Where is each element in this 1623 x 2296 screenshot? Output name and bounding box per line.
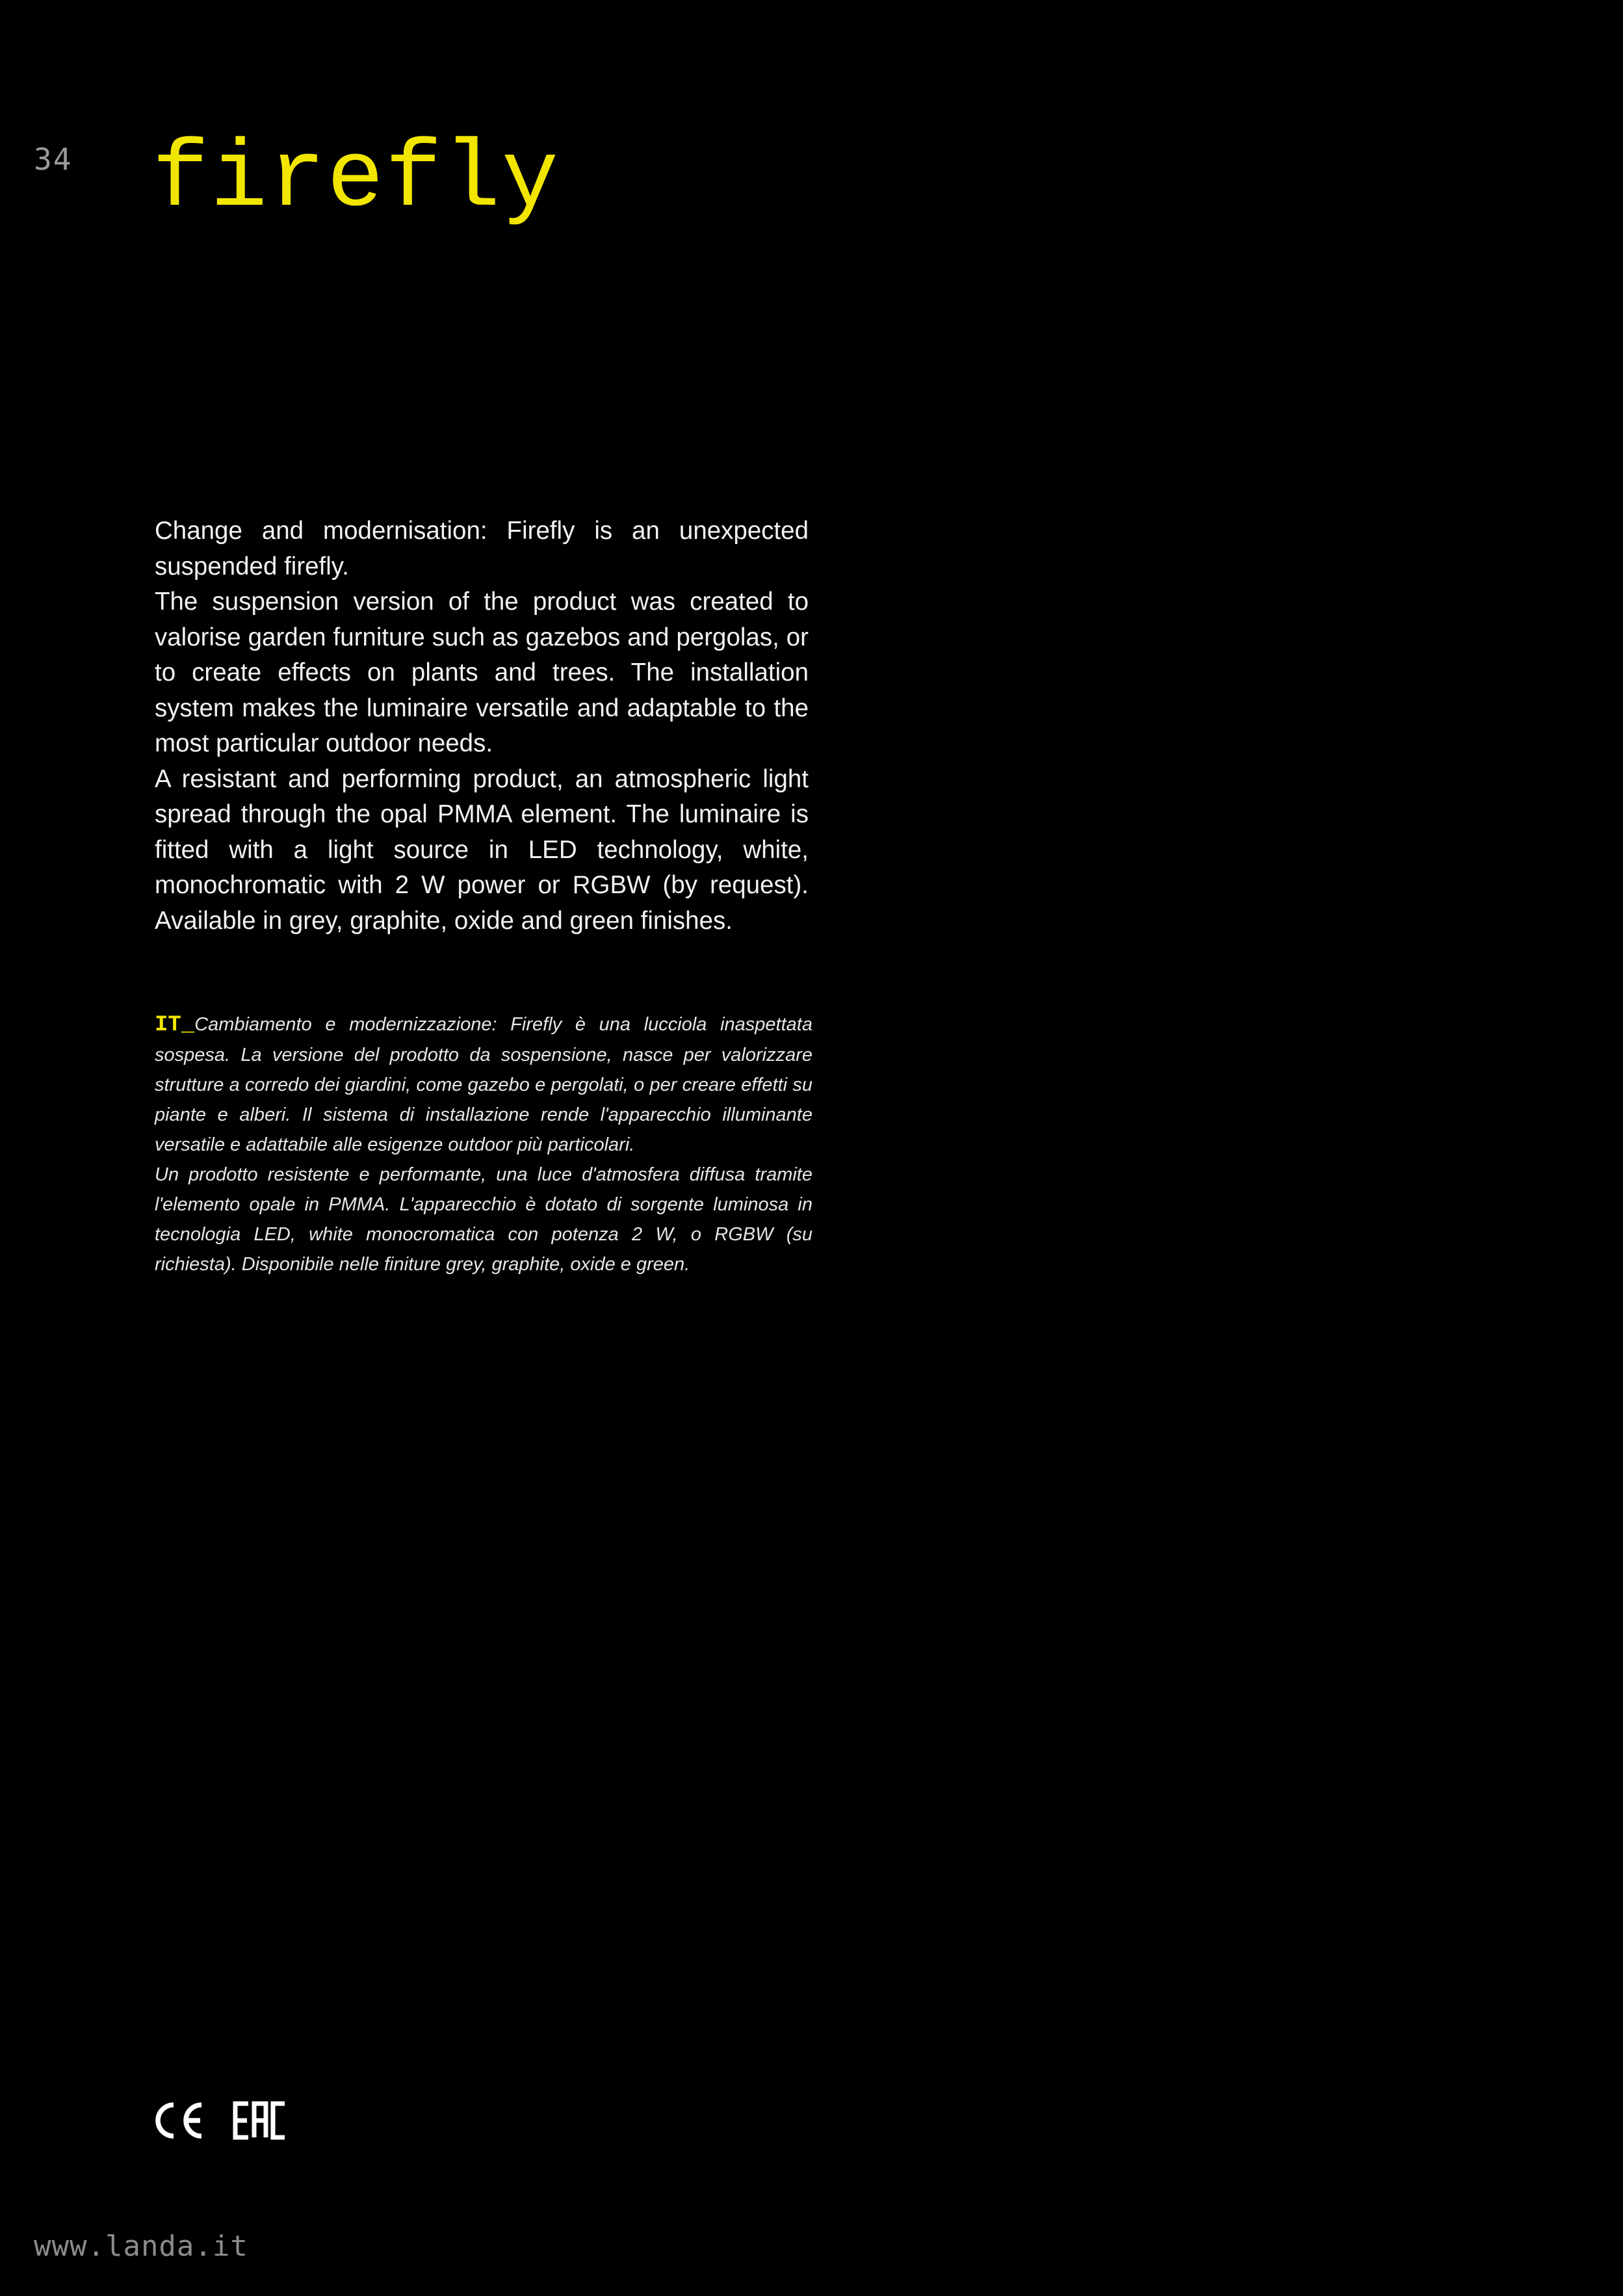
page-title: firefly <box>152 125 560 233</box>
description-paragraph: The suspension version of the product was created to valorise garden furniture such as gazebos and pergolas, or to create effects on plants and trees. The installation system makes the luminaire versatile and adaptable to the most particular outdoor needs. <box>155 588 809 757</box>
description-english <box>155 514 809 939</box>
footer-website: www.landa.it <box>34 2230 248 2263</box>
certification-marks <box>153 2101 287 2140</box>
description-paragraph: Change and modernisation: Firefly is an unexpected suspended firefly. <box>155 517 809 581</box>
description-paragraph-it <box>155 1010 812 1160</box>
description-paragraph-it: Un prodotto resistente e performante, una luce d'atmosfera diffusa tramite l'elemento opale in PMMA. L'apparecchio è dotato di sorgente luminosa in tecnologia LED, white monocromatica con potenza 2 W, o RGBW (su richiesta). Disponibile nelle finiture grey, graphite, oxide e green. <box>155 1164 812 1275</box>
language-prefix: IT_ <box>155 1013 195 1037</box>
description-paragraph: A resistant and performing product, an atmospheric light spread through the opal PMMA element. The luminaire is fitted with a light source in LED technology, white, monochromatic with 2 W power or RGBW (by request). Available in grey, graphite, oxide and green finishes. <box>155 764 809 935</box>
description-text-it: Cambiamento e modernizzazione: Firefly è una lucciola inaspettata sospesa. La versione del prodotto da sospensione, nasce per valorizzare strutture a corredo dei giardini, come gazebo e pergolati, o per creare effetti su piante e alberi. Il sistema di installazione rende l'apparecchio illuminante versatile e adattabile alle esigenze outdoor più particolari. <box>155 1014 812 1155</box>
description-italian <box>155 1010 812 1279</box>
eac-mark-icon <box>233 2101 287 2140</box>
page-number: 34 <box>34 142 73 177</box>
ce-mark-icon <box>153 2101 204 2140</box>
